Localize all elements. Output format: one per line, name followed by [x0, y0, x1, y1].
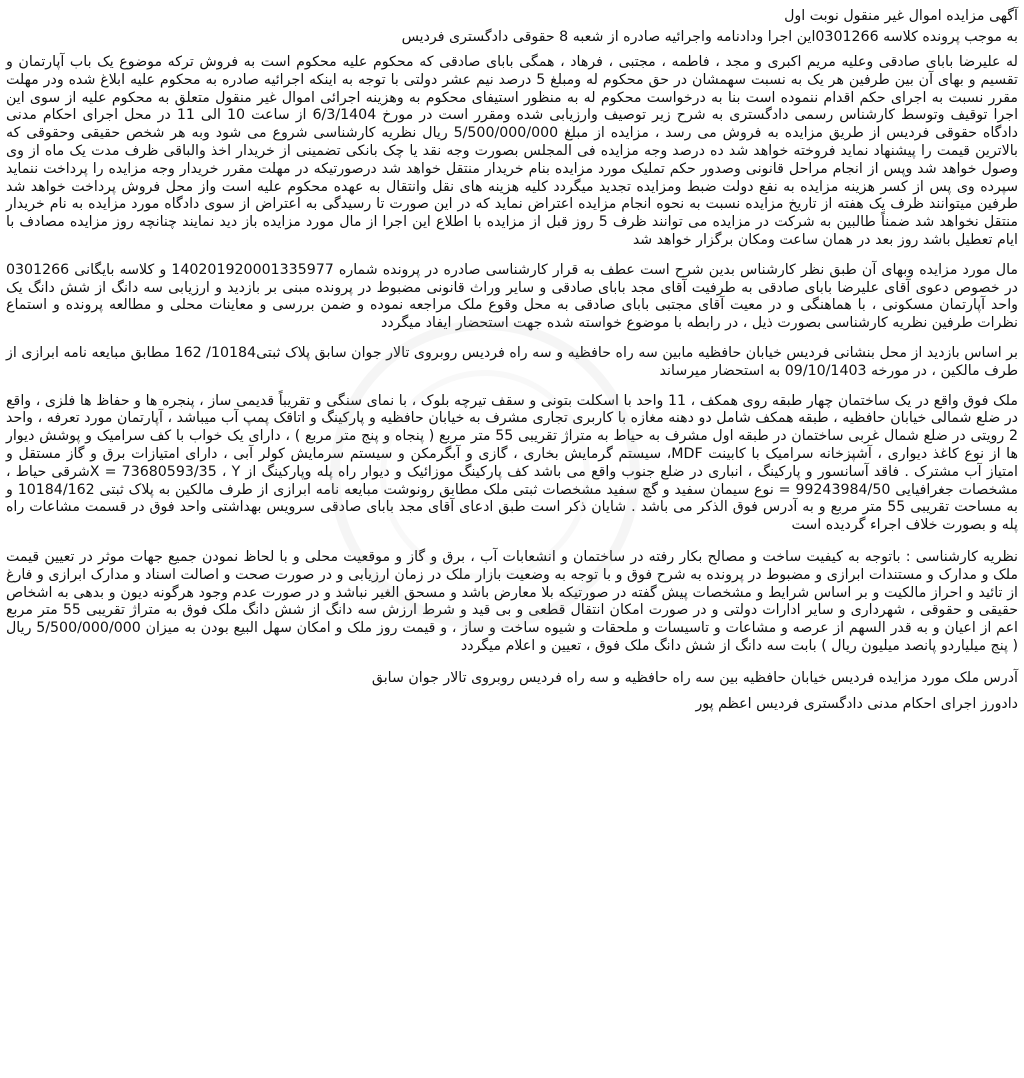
property-address: آدرس ملک مورد مزایده فردیس خیابان حافظیه بین سه راه حافظیه و سه راه فردیس روبروی تالار جوان سابق: [371, 669, 1018, 686]
notice-subtitle: به موجب پرونده کلاسه 0301266این اجرا ودادنامه واجرائیه صادره از شعبه 8 حقوقی دادگستری فردیس: [401, 29, 1018, 45]
expert-opinion-paragraph: نظریه کارشناسی : باتوجه به کیفیت ساخت و مصالح بکار رفته در ساختمان و انشعابات آب ، برق و گاز و موقعیت محلی و با لحاظ نمودن جمیع جهات موثر در تعیین قیمت ملک و مدارک و مستندات ابرازی و مضبوط در پرونده به شرح فوق و با توجه به وضعیت بازار ملک در زمان ارزیابی و در صورت صحت و اصالت اسناد و مدارک ابرازی و فارغ از تائید و احراز مالکیت و بر اساس شرایط و مشخصات پیش گفته در صورتیکه بلا معارض باشد و مسحق الغیر نباشد و در صورت عدم وجود هرگونه دیون و بدهی به اشخاص حقیقی و حقوقی ، شهرداری و سایر ادارات دولتی و در صورت امکان انتقال قطعی و بی قید و شرط ارزش سه دانگ از شش دانگ ملک فوق به متراژ تقریبی 55 متر مربع اعم از اعیان و به قدر السهم از عرصه و مشاعات و تاسیسات و ملحقات و شیوه ساخت و ساز ، و قیمت روز ملک و امکان سهل البیع بودن به میزان 5/500/000/000 ریال ( پنج میلیاردو پانصد میلیون ریال ) بابت سه دانگ از شش دانگ ملک فوق ، تعیین و اعلام میگردد: [6, 548, 1019, 654]
expert-assignment-paragraph: مال مورد مزایده وبهای آن طبق نظر کارشناس بدین شرح است عطف به قرار کارشناسی صادره در پرونده شماره 140201920001335977 و کلاسه بایگانی 0301266 در خصوص دعوی آقای علیرضا بابای صادقی به طرفیت آقای مجد بابای صادقی و سایر وراث قانونی مضبوط در پرونده مبنی بر بازدید و ارزیابی سه دانگ از شش دانگ یک واحد آپارتمان مسکونی ، با هماهنگی و در معیت آقای مجتبی بابای صادقی به محل وقوع ملک مراجعه نموده و ضمن بررسی و معاینات محلی و مطالعه پرونده و استماع نظرات طرفین نظریه کارشناسی بصورت ذیل ، در رابطه با موضوع خواسته شده جهت استحضار ایفاد میگردد: [6, 261, 1018, 332]
notice-title: آگهی مزایده اموال غیر منقول نوبت اول: [784, 8, 1018, 24]
site-visit-paragraph: بر اساس بازدید از محل بنشانی فردیس خیابان حافظیه مابین سه راه حافظیه و سه راه فردیس روبروی تالار جوان سابق پلاک ثبتی10184/ 162 مطابق مبایعه نامه ابرازی از طرف مالکین ، در مورخه 09/10/1403 به استحضار میرساند: [6, 344, 1018, 379]
signature: دادورز اجرای احکام مدنی دادگستری فردیس اعظم پور: [695, 695, 1018, 712]
property-description-paragraph: ملک فوق واقع در یک ساختمان چهار طبقه روی همکف ، 11 واحد با اسکلت بتونی و سقف تیرچه بلوک ، با نمای سنگی و تقریباً قدیمی ساز ، پنجره ها و حفاظ ها فلزی ، واقع در ضلع شمالی خیابان حافظیه ، طبقه همکف شامل دو دهنه مغازه با کاربری تجاری مشرف به خیابان حافظیه و پارکینگ و اتاقک پمپ آب میباشد ، آپارتمان مورد تعرفه ، واحد 2 رویتی در ضلع شمال غربی ساختمان در طبقه اول مشرف به حیاط به متراژ تقریبی 55 متر مربع ( پنجاه و پنج متر مربع ) ، دارای یک خواب با کف سرامیک و پوشش دیوار ها از نوع کاغذ دیواری ، آشپزخانه سرامیک با کابینت MDF، سیستم گرمایش بخاری ، گازی و آبگرمکن و سیستم سرمایش کولر آبی ، دارای امتیازات برق و گاز مستقل و امتیاز آب مشترک . فاقد آسانسور و پارکینگ ، انباری در ضلع جنوب واقع می باشد کف پارکینگ موزائیک و دیوار راه پله وپارکینگ از X = 73680593/35 ، Yشرقی حیاط ، مشخصات جغرافیایی 99243984/50 = نوع سیمان سفید و گچ سفید مشخصات ثبتی ملک مطابق رونوشت مبایعه نامه ابرازی از طرف مالکین به پلاک ثبتی 10184/162 و به مساحت تقریبی 55 متر مربع و به آدرس فوق الذکر می باشد . شایان ذکر است طبق ادعای آقای مجد بابای صادقی سرویس بهداشتی واحد فوق در قسمت مشاعات راه پله و بصورت خلاف اجراء گردیده است: [6, 392, 1019, 534]
auction-terms-paragraph: له علیرضا بابای صادقی وعلیه مریم اکبری و مجد ، فاطمه ، مجتبی ، فرهاد ، همگی بابای صادقی که محکوم علیه محکوم است به فروش ترکه موضوع یک باب آپارتمان و تقسیم و بهای آن بین طرفین هر یک به نسبت سهمشان در حق محکوم له ومبلغ 5 درصد نیم عشر دولتی با توجه به اینکه اجرائیه صادره به محکوم علیه ابلاغ شده ودر مهلت مقرر نسبت به اجرای حکم اقدام ننموده است بنا به درخواست محکوم له به منظور استیفای محکوم به وهزینه اجرائی اموال غیر منقول متعلق به محکوم علیه از سوی این اجرا توقیف وتوسط کارشناس رسمی دادگستری به شرح زیر توصیف وارزیابی شده ومقرر است در مورخ 6/3/1404 از ساعت 10 الی 11 در محل اجرای احکام مدنی دادگاه حقوقی فردیس از طریق مزایده به فروش می رسد ، مزایده از مبلغ 5/500/000/000 ریال نظریه کارشناسی شروع می شود وبه هر شخص حقیقی وحقوقی که بالاترین قیمت را پیشنهاد نماید فروخته خواهد شد ده درصد وجه مزایده فی المجلس بصورت وجه نقد یا چک بانکی تضمینی از خریدار اخذ والباقی ظرف مدت یک ماه از وی وصول خواهد شد وپس از انجام مراحل قانونی وصدور حکم تملیک مورد مزایده بنام خریدار منتقل خواهد شد درصورتیکه در مهلت مقرر خریدار وجه مزایده را پرداخت ننماید سپرده وی پس از کسر هزینه مزایده به نفع دولت ضبط ومزایده تجدید میگردد کلیه هزینه های نقل وانتقال به عهده محکوم علیه است واز محل فروش پرداخت خواهد شد طرفین میتوانند ظرف یک هفته از تاریخ مزایده نسبت به نحوه انجام مزایده اعتراض نماید که در این صورت تا رسیدگی به اعتراض از سوی دادگاه مورد مزایده به نام خریدار منتقل نخواهد شد ضمناً طالبین به شرکت در مزایده می توانند ظرف 5 روز قبل از مزایده با اطلاع این اجرا از مال مورد مزایده باز دید نمایند چنانچه روز مزایده مصادف با ایام تعطیل باشد روز بعد در همان ساعت ومکان برگزار خواهد شد: [6, 54, 1019, 248]
